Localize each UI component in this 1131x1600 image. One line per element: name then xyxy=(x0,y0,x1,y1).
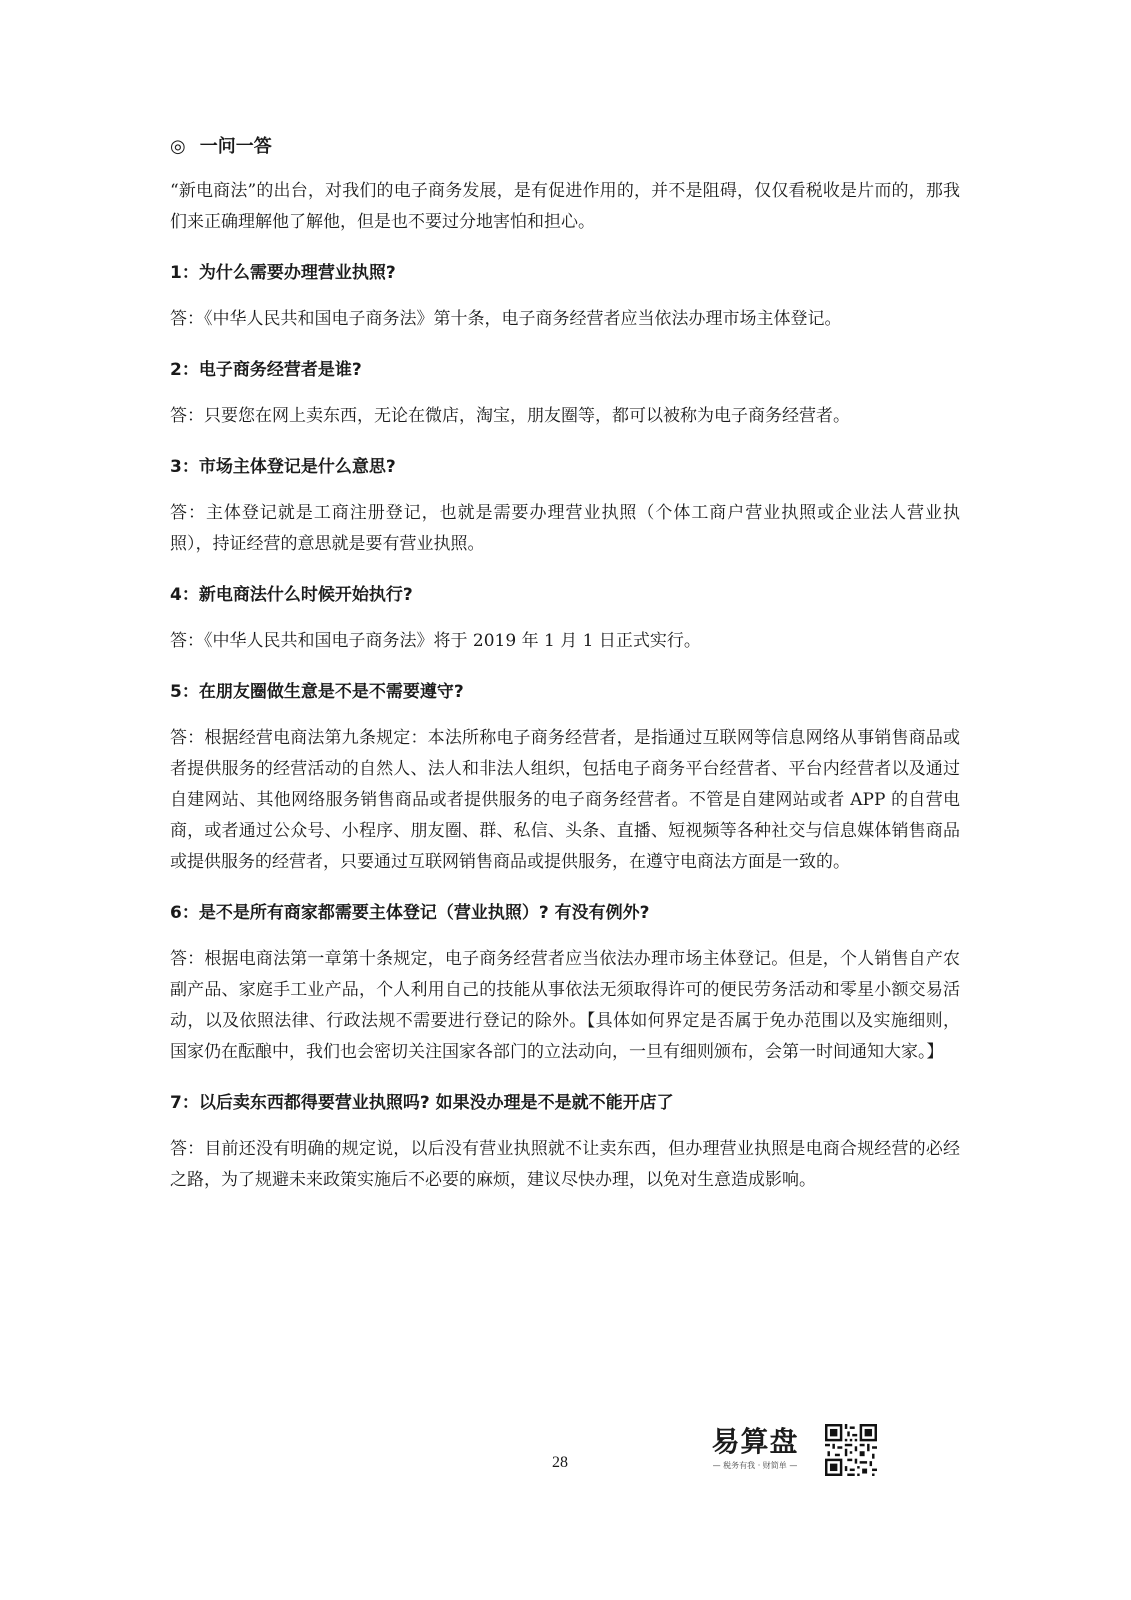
qa-item-6 xyxy=(170,898,960,1068)
document-body xyxy=(170,132,960,1216)
qa-item-5 xyxy=(170,677,960,878)
question-1: 1：为什么需要办理营业执照? xyxy=(170,263,396,283)
qa-item-2 xyxy=(170,355,960,432)
question-6: 6：是不是所有商家都需要主体登记（营业执照）? 有没有例外? xyxy=(170,903,650,923)
answer-2: 答：只要您在网上卖东西，无论在微店，淘宝，朋友圈等，都可以被称为电子商务经营者。 xyxy=(170,406,850,426)
answer-5: 答：根据经营电商法第九条规定：本法所称电子商务经营者，是指通过互联网等信息网络从事销售商品或者提供服务的经营活动的自然人、法人和非法人组织，包括电子商务平台经营者、平台内经营者以及通过自建网站、其他网络服务销售商品或者提供服务的电子商务经营者。不管是自建网站或者 APP 的自营电商，或者通过公众号、小程序、朋友圈、群、私信、头条、直播、短视频等各种社交与信息媒体销售商品或提供服务的经营者，只要通过互联网销售商品或提供服务，在遵守电商法方面是一致的。 xyxy=(170,728,960,872)
qa-item-3 xyxy=(170,452,960,560)
qr-code-icon xyxy=(825,1424,877,1476)
page-number: 28 xyxy=(552,1454,568,1471)
logo-tagline: — 税务有我 · 财简单 — xyxy=(712,1461,798,1470)
section-symbol: ◎ xyxy=(170,136,186,157)
page-footer xyxy=(0,1420,1131,1500)
question-4: 4：新电商法什么时候开始执行? xyxy=(170,585,413,605)
answer-4: 答：《中华人民共和国电子商务法》将于 2019 年 1 月 1 日正式实行。 xyxy=(170,631,701,651)
question-7: 7：以后卖东西都得要营业执照吗? 如果没办理是不是就不能开店了 xyxy=(170,1093,674,1113)
question-2: 2：电子商务经营者是谁? xyxy=(170,360,362,380)
answer-6: 答：根据电商法第一章第十条规定，电子商务经营者应当依法办理市场主体登记。但是，个人销售自产农副产品、家庭手工业产品，个人利用自己的技能从事依法无须取得许可的便民劳务活动和零星小额交易活动，以及依照法律、行政法规不需要进行登记的除外。【具体如何界定是否属于免办范围以及实施细则，国家仍在酝酿中，我们也会密切关注国家各部门的立法动向，一旦有细则颁布，会第一时间通知大家。】 xyxy=(170,949,960,1062)
question-3: 3：市场主体登记是什么意思? xyxy=(170,457,396,477)
intro-paragraph: “新电商法”的出台，对我们的电子商务发展，是有促进作用的，并不是阻碍，仅仅看税收是片而的，那我们来正确理解他了解他，但是也不要过分地害怕和担心。 xyxy=(170,181,960,232)
question-5: 5：在朋友圈做生意是不是不需要遵守? xyxy=(170,682,464,702)
answer-1: 答：《中华人民共和国电子商务法》第十条，电子商务经营者应当依法办理市场主体登记。 xyxy=(170,309,842,329)
section-title: 一问一答 xyxy=(199,136,272,157)
logo-text: 易算盘 xyxy=(711,1425,799,1458)
answer-3: 答：主体登记就是工商注册登记，也就是需要办理营业执照（个体工商户营业执照或企业法人营业执照），持证经营的意思就是要有营业执照。 xyxy=(170,503,960,554)
brand-logo xyxy=(705,1424,805,1480)
section-heading xyxy=(170,132,960,162)
qa-item-1 xyxy=(170,258,960,335)
answer-7: 答：目前还没有明确的规定说，以后没有营业执照就不让卖东西，但办理营业执照是电商合规经营的必经之路，为了规避未来政策实施后不必要的麻烦，建议尽快办理，以免对生意造成影响。 xyxy=(170,1139,960,1190)
qa-item-4 xyxy=(170,580,960,657)
qa-item-7 xyxy=(170,1088,960,1196)
